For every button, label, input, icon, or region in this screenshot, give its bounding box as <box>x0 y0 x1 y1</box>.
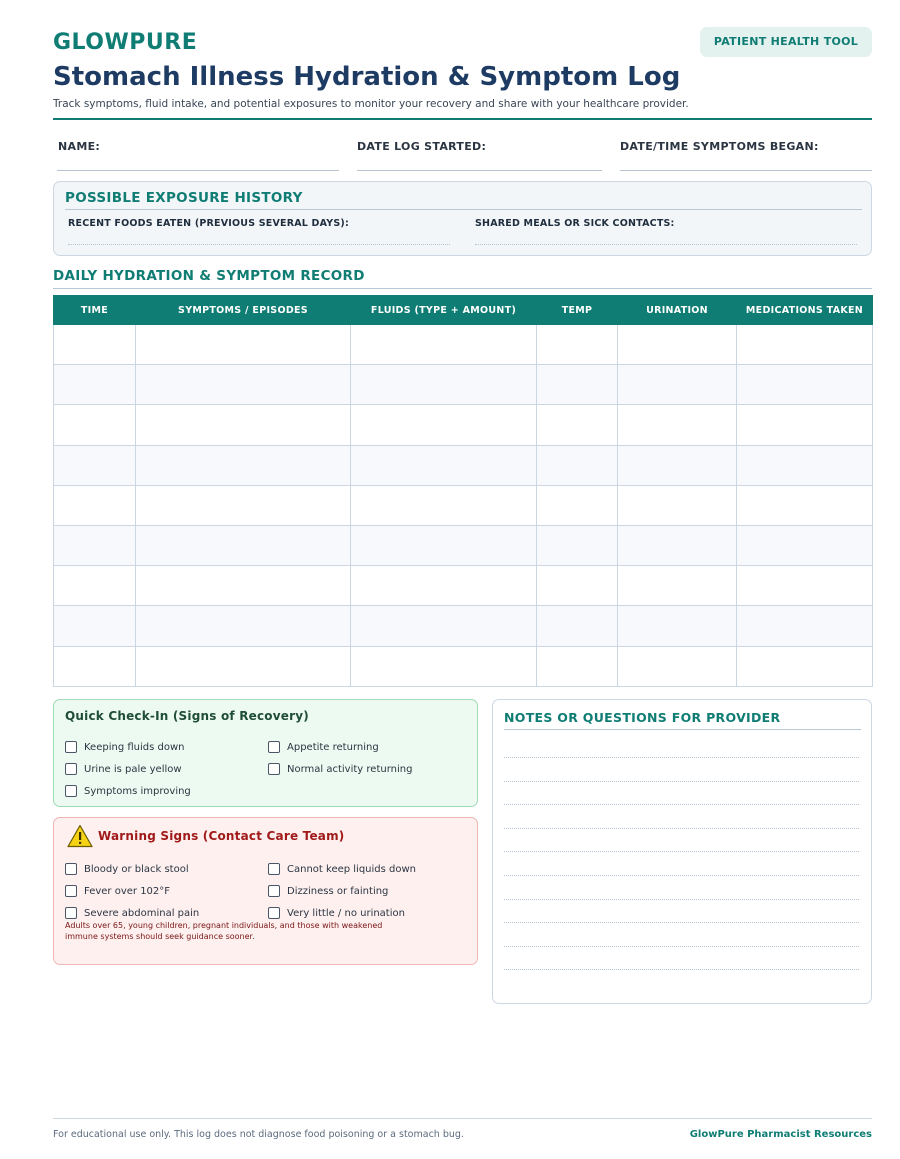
table-cell[interactable] <box>737 525 873 565</box>
table-cell[interactable] <box>618 525 737 565</box>
table-cell[interactable] <box>54 646 136 686</box>
notes-line[interactable] <box>504 804 859 805</box>
page-subtitle: Track symptoms, fluid intake, and potential exposures to monitor your recovery and share with your healthcare provider. <box>53 98 689 110</box>
table-cell[interactable] <box>537 566 618 606</box>
checkbox-label: Very little / no urination <box>287 908 405 919</box>
table-cell[interactable] <box>54 566 136 606</box>
contacts-field[interactable] <box>475 244 857 245</box>
checkbox-label: Keeping fluids down <box>84 742 185 753</box>
table-cell[interactable] <box>618 485 737 525</box>
table-cell[interactable] <box>537 405 618 445</box>
table-cell[interactable] <box>537 485 618 525</box>
foods-label: RECENT FOODS EATEN (PREVIOUS SEVERAL DAYS): <box>68 218 349 229</box>
table-cell[interactable] <box>537 365 618 405</box>
table-cell[interactable] <box>351 365 537 405</box>
page-title: Stomach Illness Hydration & Symptom Log <box>53 62 681 92</box>
footer-divider <box>53 1118 872 1119</box>
table-cell[interactable] <box>351 566 537 606</box>
symptoms-began-field[interactable] <box>620 170 872 171</box>
checkbox-label: Normal activity returning <box>287 764 413 775</box>
checkbox[interactable] <box>65 763 77 775</box>
table-cell[interactable] <box>136 646 351 686</box>
column-header: SYMPTOMS / EPISODES <box>136 296 351 325</box>
table-cell[interactable] <box>136 325 351 365</box>
table-cell[interactable] <box>737 325 873 365</box>
table-row <box>54 325 873 365</box>
checkbox[interactable] <box>65 785 77 797</box>
record-title: DAILY HYDRATION & SYMPTOM RECORD <box>53 268 365 284</box>
table-cell[interactable] <box>737 566 873 606</box>
table-row <box>54 365 873 405</box>
brand-logo: GLOWPURE <box>53 30 198 55</box>
column-header: MEDICATIONS TAKEN <box>737 296 873 325</box>
checkbox[interactable] <box>268 907 280 919</box>
table-cell[interactable] <box>136 525 351 565</box>
table-row <box>54 606 873 646</box>
table-row <box>54 566 873 606</box>
footer-disclaimer: For educational use only. This log does not diagnose food poisoning or a stomach bug. <box>53 1129 464 1140</box>
table-cell[interactable] <box>54 365 136 405</box>
table-cell[interactable] <box>537 525 618 565</box>
record-divider <box>53 288 872 289</box>
warning-signs-panel <box>53 817 478 965</box>
table-cell[interactable] <box>351 405 537 445</box>
checkbox-label: Symptoms improving <box>84 786 191 797</box>
tool-badge: PATIENT HEALTH TOOL <box>700 27 872 57</box>
notes-line[interactable] <box>504 875 859 876</box>
recovery-checkin-panel <box>53 699 478 807</box>
table-cell[interactable] <box>54 525 136 565</box>
symptom-log-table <box>53 295 873 687</box>
table-cell[interactable] <box>136 365 351 405</box>
table-cell[interactable] <box>54 606 136 646</box>
table-cell[interactable] <box>618 646 737 686</box>
notes-line[interactable] <box>504 922 859 923</box>
column-header: FLUIDS (TYPE + AMOUNT) <box>351 296 537 325</box>
symptoms-began-label: DATE/TIME SYMPTOMS BEGAN: <box>620 140 819 153</box>
notes-line[interactable] <box>504 851 859 852</box>
table-cell[interactable] <box>618 606 737 646</box>
table-cell[interactable] <box>737 485 873 525</box>
table-cell[interactable] <box>737 445 873 485</box>
table-cell[interactable] <box>618 405 737 445</box>
table-cell[interactable] <box>351 606 537 646</box>
date-started-label: DATE LOG STARTED: <box>357 140 487 153</box>
name-label: NAME: <box>58 140 101 153</box>
checkbox-label: Dizziness or fainting <box>287 886 389 897</box>
table-cell[interactable] <box>54 445 136 485</box>
footer-brand: GlowPure Pharmacist Resources <box>689 1129 872 1140</box>
notes-line[interactable] <box>504 946 859 947</box>
column-header: TEMP <box>537 296 618 325</box>
table-row <box>54 485 873 525</box>
table-row <box>54 445 873 485</box>
table-cell[interactable] <box>737 606 873 646</box>
table-cell[interactable] <box>351 485 537 525</box>
table-cell[interactable] <box>351 646 537 686</box>
checkbox[interactable] <box>268 863 280 875</box>
checkbox-label: Cannot keep liquids down <box>287 864 417 875</box>
checkbox[interactable] <box>65 863 77 875</box>
checkbox[interactable] <box>268 741 280 753</box>
name-field[interactable] <box>57 170 339 171</box>
checkbox[interactable] <box>268 885 280 897</box>
table-cell[interactable] <box>351 525 537 565</box>
warning-title: Warning Signs (Contact Care Team) <box>98 829 345 843</box>
table-cell[interactable] <box>537 445 618 485</box>
checkbox-label: Urine is pale yellow <box>84 764 182 775</box>
table-cell[interactable] <box>351 445 537 485</box>
notes-title: NOTES OR QUESTIONS FOR PROVIDER <box>504 710 781 725</box>
table-cell[interactable] <box>136 405 351 445</box>
table-cell[interactable] <box>136 606 351 646</box>
date-started-field[interactable] <box>357 170 602 171</box>
table-cell[interactable] <box>537 646 618 686</box>
foods-field[interactable] <box>68 244 450 245</box>
checkbox[interactable] <box>65 885 77 897</box>
checkbox[interactable] <box>268 763 280 775</box>
table-cell[interactable] <box>737 646 873 686</box>
notes-divider <box>504 729 861 730</box>
warning-triangle-icon <box>67 824 93 848</box>
table-cell[interactable] <box>136 445 351 485</box>
table-cell[interactable] <box>54 405 136 445</box>
table-cell[interactable] <box>737 405 873 445</box>
notes-line[interactable] <box>504 757 859 758</box>
exposure-history-panel <box>53 181 872 256</box>
checkbox-label: Fever over 102°F <box>84 886 171 897</box>
notes-line[interactable] <box>504 899 859 900</box>
table-header-row <box>54 296 873 325</box>
table-cell[interactable] <box>618 445 737 485</box>
table-cell[interactable] <box>351 325 537 365</box>
table-cell[interactable] <box>54 485 136 525</box>
checkbox[interactable] <box>65 907 77 919</box>
notes-line[interactable] <box>504 781 859 782</box>
checkbox-label: Severe abdominal pain <box>84 908 200 919</box>
table-cell[interactable] <box>618 325 737 365</box>
table-cell[interactable] <box>54 325 136 365</box>
table-cell[interactable] <box>136 566 351 606</box>
table-row <box>54 525 873 565</box>
column-header: URINATION <box>618 296 737 325</box>
table-row <box>54 646 873 686</box>
provider-notes-panel <box>492 699 872 1004</box>
exposure-title: POSSIBLE EXPOSURE HISTORY <box>65 190 303 206</box>
table-cell[interactable] <box>136 485 351 525</box>
table-cell[interactable] <box>537 325 618 365</box>
warning-note: Adults over 65, young children, pregnant individuals, and those with weakened immune systems should seek guidance sooner. <box>65 921 383 941</box>
notes-line[interactable] <box>504 969 859 970</box>
table-cell[interactable] <box>618 365 737 405</box>
exposure-divider <box>65 209 862 210</box>
checkbox-label: Bloody or black stool <box>84 864 189 875</box>
contacts-label: SHARED MEALS OR SICK CONTACTS: <box>475 218 675 229</box>
table-row <box>54 405 873 445</box>
checkbox[interactable] <box>65 741 77 753</box>
header-divider <box>53 118 872 120</box>
table-cell[interactable] <box>737 365 873 405</box>
notes-line[interactable] <box>504 828 859 829</box>
table-cell[interactable] <box>537 606 618 646</box>
checkbox-label: Appetite returning <box>287 742 379 753</box>
recovery-title: Quick Check-In (Signs of Recovery) <box>65 709 309 723</box>
column-header: TIME <box>54 296 136 325</box>
table-cell[interactable] <box>618 566 737 606</box>
